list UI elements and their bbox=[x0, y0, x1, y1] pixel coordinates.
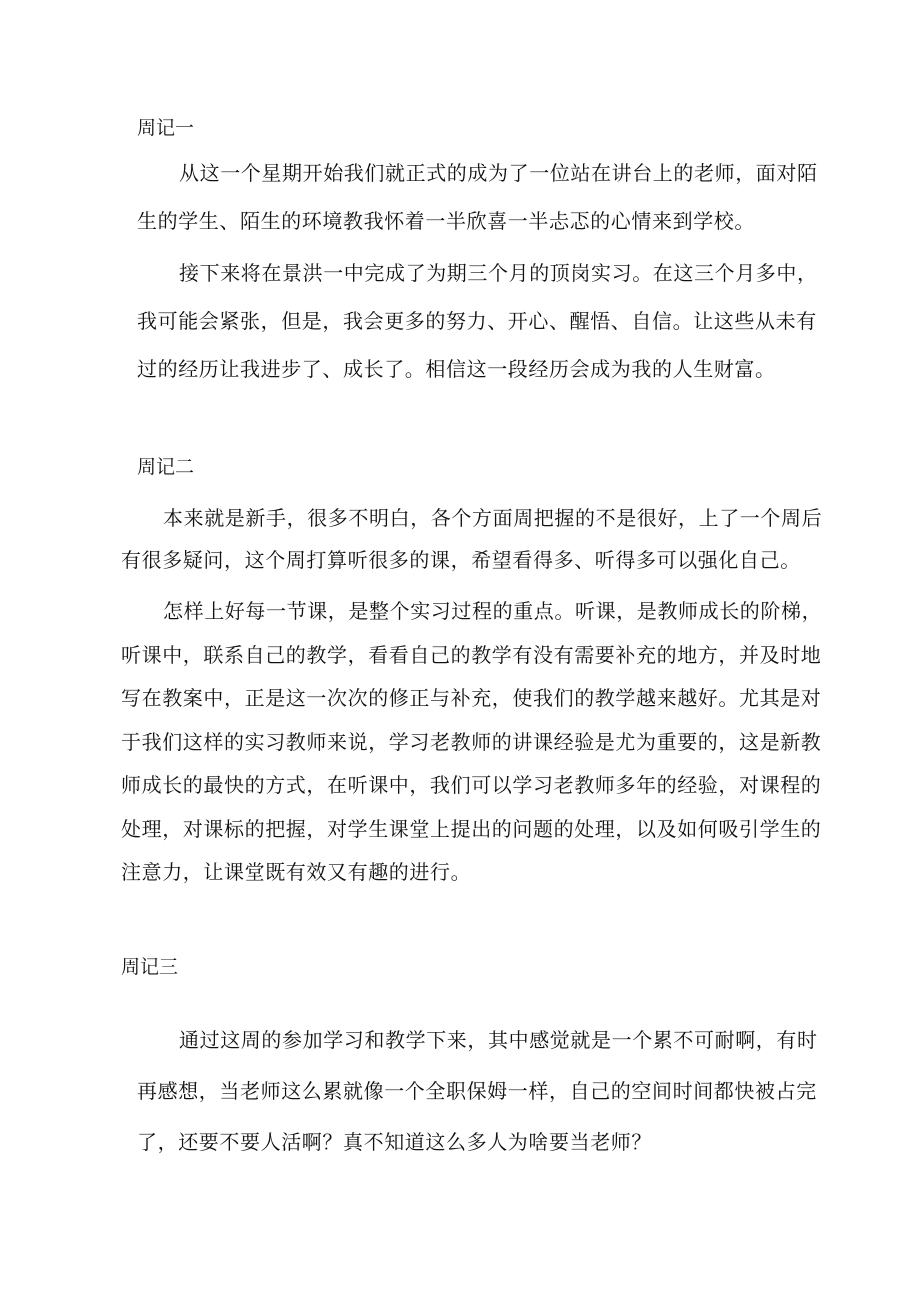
text-line: 再感想，当老师这么累就像一个全职保姆一样，自己的空间时间都快被占完 bbox=[137, 1079, 817, 1103]
text-line: 本来就是新手，很多不明白，各个方面周把握的不是很好，上了一个周后 bbox=[163, 506, 823, 530]
text-line: 师成长的最快的方式，在听课中，我们可以学习老教师多年的经验，对课程的 bbox=[121, 773, 822, 797]
text-line: 通过这周的参加学习和教学下来，其中感觉就是一个累不可耐啊，有时 bbox=[179, 1028, 818, 1052]
weekly-3-title: 周记三 bbox=[121, 956, 179, 978]
weekly-1-paragraph-2 bbox=[137, 260, 818, 404]
text-line: 写在教案中，正是这一次次的修正与补充，使我们的教学越来越好。尤其是对 bbox=[121, 686, 822, 710]
weekly-2-paragraph-2 bbox=[121, 598, 822, 903]
weekly-1-title: 周记一 bbox=[137, 117, 195, 139]
text-line: 从这一个星期开始我们就正式的成为了一位站在讲台上的老师，面对陌 bbox=[179, 161, 818, 185]
weekly-2-title: 周记二 bbox=[137, 456, 195, 478]
text-line: 听课中，联系自己的教学，看看自己的教学有没有需要补充的地方，并及时地 bbox=[121, 642, 822, 667]
text-line: 注意力，让课堂既有效又有趣的进行。 bbox=[121, 860, 472, 884]
text-line: 怎样上好每一节课，是整个实习过程的重点。听课，是教师成长的阶梯， bbox=[163, 599, 823, 623]
text-line: 接下来将在景洪一中完成了为期三个月的顶岗实习。在这三个月多中， bbox=[179, 261, 818, 285]
weekly-2-paragraph-1 bbox=[121, 505, 822, 589]
text-line: 了，还要不要人活啊？真不知道这么多人为啥要当老师？ bbox=[137, 1130, 652, 1154]
text-line: 我可能会紧张，但是，我会更多的努力、开心、醒悟、自信。让这些从未有 bbox=[137, 309, 817, 333]
weekly-1-paragraph-1 bbox=[137, 160, 818, 256]
text-line: 有很多疑问，这个周打算听很多的课，希望看得多、听得多可以强化自己。 bbox=[121, 548, 801, 572]
text-line: 生的学生、陌生的环境教我怀着一半欣喜一半忐忑的心情来到学校。 bbox=[137, 209, 755, 233]
text-line: 处理，对课标的把握，对学生课堂上提出的问题的处理，以及如何吸引学生的 bbox=[121, 816, 822, 841]
text-line: 过的经历让我进步了、成长了。相信这一段经历会成为我的人生财富。 bbox=[137, 357, 776, 381]
text-line: 于我们这样的实习教师来说，学习老教师的讲课经验是尤为重要的，这是新教 bbox=[121, 729, 822, 754]
weekly-3-paragraph-1 bbox=[137, 1027, 818, 1180]
